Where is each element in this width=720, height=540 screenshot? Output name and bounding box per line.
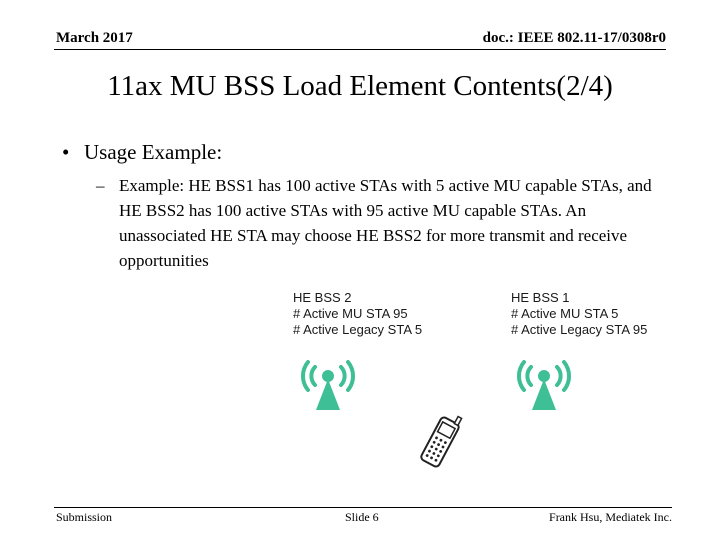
access-point-icon [510,346,578,414]
mobile-phone-icon [414,410,466,472]
bss1-mu-count: # Active MU STA 5 [511,306,619,321]
footer-author: Frank Hsu, Mediatek Inc. [549,510,672,524]
footer-divider [54,507,672,508]
sub-bullet [96,173,676,273]
bss2-name: HE BSS 2 [293,290,352,305]
bss2-legacy-count: # Active Legacy STA 5 [293,322,423,337]
slide-title: 11ax MU BSS Load Element Contents(2/4) [107,70,613,102]
bss1-name: HE BSS 1 [511,290,570,305]
bullet-heading: Usage Example: [84,140,223,164]
bss1-legacy-count: # Active Legacy STA 95 [511,322,648,337]
footer-slide-number: Slide 6 [345,510,379,524]
bss2-mu-count: # Active MU STA 95 [293,306,408,321]
header-divider [54,49,666,50]
bullet-dot: • [62,140,70,164]
sub-bullet-text: Example: HE BSS1 has 100 active STAs with 5 active MU capable STAs, and HE BSS2 has 100 active STAs with 95 active MU capable STAs. An unassociated HE STA may choose HE BSS2 for more transmit and receive opportunities [119,176,652,270]
bss2-info [293,290,422,338]
bss1-info [511,290,647,338]
bullet-item [62,140,222,165]
header-doc-id: doc.: IEEE 802.11-17/0308r0 [482,30,666,46]
header-date: March 2017 [56,30,133,46]
sub-bullet-dash: – [96,176,105,195]
access-point-icon [294,346,362,414]
footer-submission: Submission [56,510,113,524]
